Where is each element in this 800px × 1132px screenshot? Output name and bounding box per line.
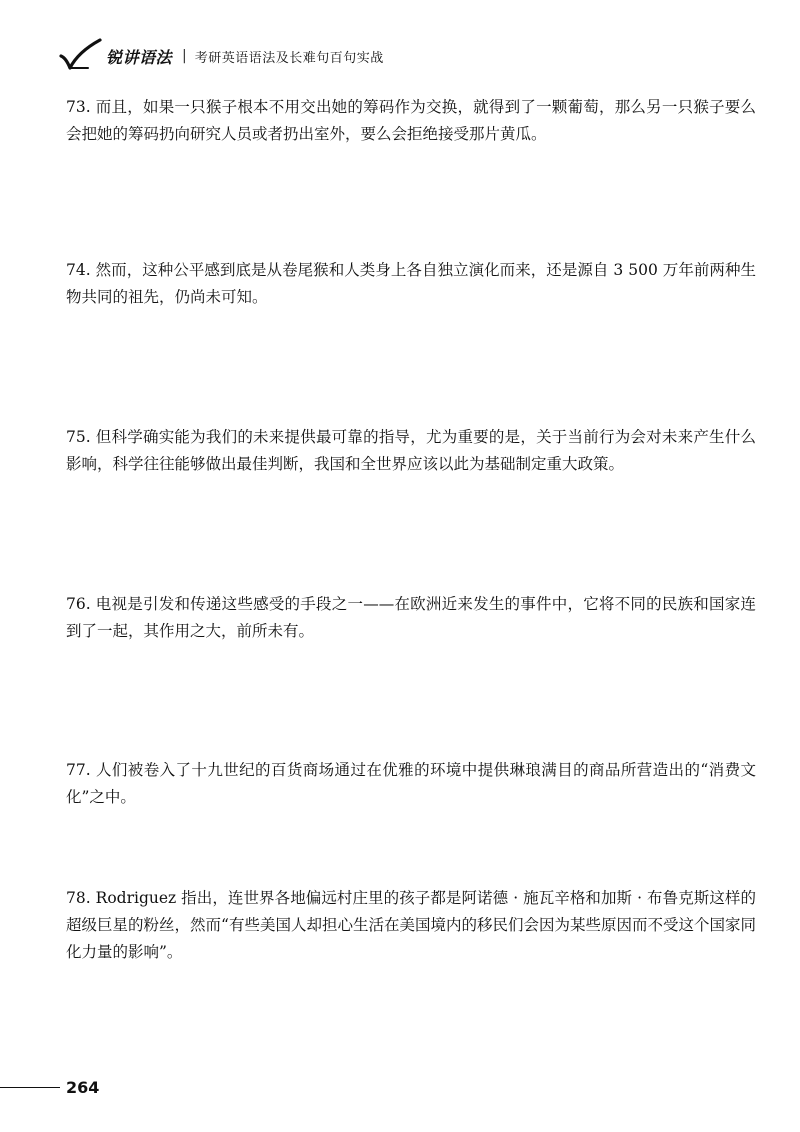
translation-item-77: 77. 人们被卷入了十九世纪的百货商场通过在优雅的环境中提供琳琅满目的商品所营造出的“消费文化”之中。 <box>66 761 756 806</box>
translation-item-76: 76. 电视是引发和传递这些感受的手段之一——在欧洲近来发生的事件中，它将不同的民族和国家连到了一起，其作用之大，前所未有。 <box>66 595 756 640</box>
page-header <box>58 36 384 76</box>
pen-checkmark-logo-icon <box>58 38 104 74</box>
header-separator: | <box>182 48 187 64</box>
footer-rule <box>0 1087 60 1088</box>
page-number: 264 <box>66 1078 100 1097</box>
book-title: 考研英语语法及长难句百句实战 <box>194 50 384 66</box>
translation-item-75: 75. 但科学确实能为我们的未来提供最可靠的指导，尤为重要的是，关于当前行为会对未来产生什么影响，科学往往能够做出最佳判断，我国和全世界应该以此为基础制定重大政策。 <box>66 428 756 473</box>
brand-name: 锐讲语法 <box>106 47 173 67</box>
translation-item-74: 74. 然而，这种公平感到底是从卷尾猴和人类身上各自独立演化而来，还是源自 3 500 万年前两种生物共同的祖先，仍尚未可知。 <box>66 261 756 306</box>
page-footer <box>0 1078 99 1097</box>
translation-item-78: 78. Rodriguez 指出，连世界各地偏远村庄里的孩子都是阿诺德 · 施瓦辛格和加斯 · 布鲁克斯这样的超级巨星的粉丝，然而“有些美国人却担心生活在美国境内的移民们会因为某些原因而不受这个国家同化力量的影响”。 <box>66 889 756 961</box>
translation-item-73: 73. 而且，如果一只猴子根本不用交出她的筹码作为交换，就得到了一颗葡萄，那么另一只猴子要么会把她的筹码扔向研究人员或者扔出室外，要么会拒绝接受那片黄瓜。 <box>66 98 756 143</box>
